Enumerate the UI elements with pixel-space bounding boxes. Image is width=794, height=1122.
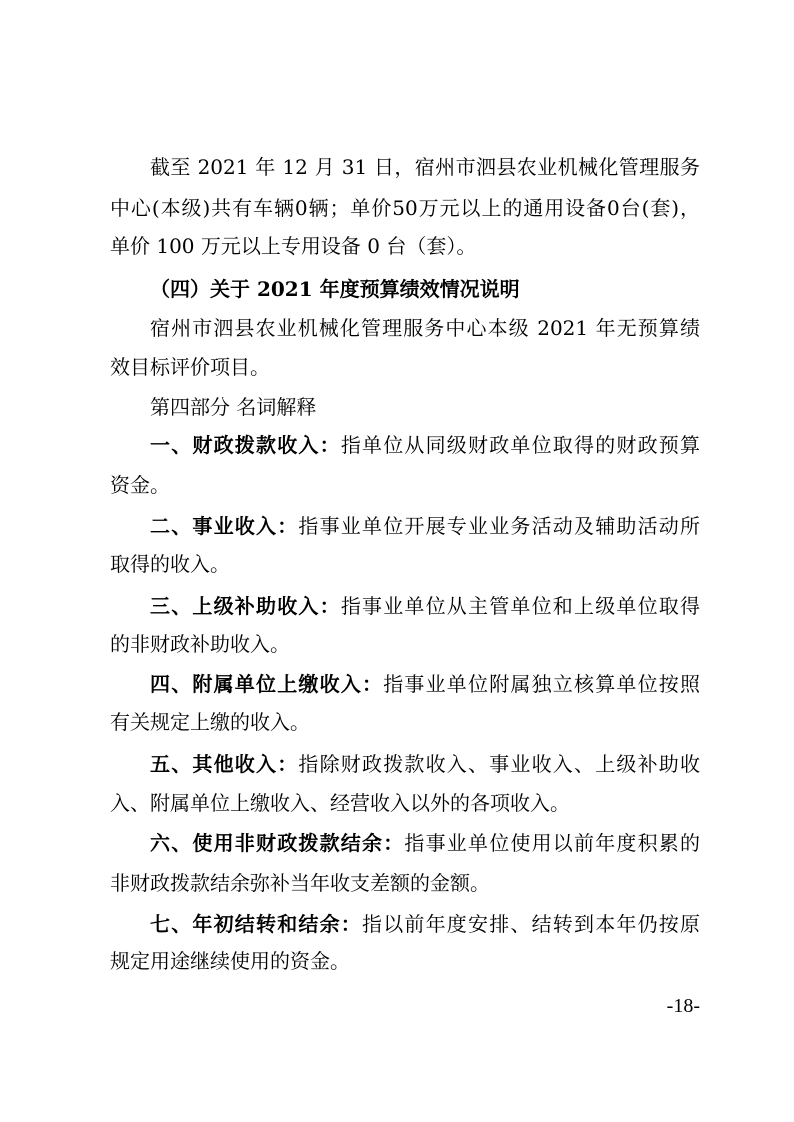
- term-name: 三、上级补助收入：: [150, 594, 341, 618]
- term-item-2-continuation: 取得的收入。: [110, 552, 230, 576]
- performance-paragraph-line-1: 宿州市泗县农业机械化管理服务中心本级 2021 年无预算绩: [150, 316, 700, 340]
- term-definition: 指除财政拨款收入、事业收入、上级补助收: [298, 752, 701, 776]
- term-item-2-first-line: [150, 511, 700, 541]
- term-name: 七、年初结转和结余：: [150, 912, 362, 936]
- term-item-5-first-line: [150, 749, 700, 779]
- term-item-3-first-line: [150, 591, 700, 621]
- term-definition: 指以前年度安排、结转到本年仍按原: [362, 912, 700, 936]
- part-four-title: 第四部分 名词解释: [150, 395, 317, 419]
- term-item-7-continuation: 规定用途继续使用的资金。: [110, 949, 350, 973]
- term-name: 二、事业收入：: [150, 514, 299, 538]
- term-definition: 指单位从同级财政单位取得的财政预算: [340, 433, 701, 457]
- page-number: -18-: [666, 995, 700, 1017]
- term-item-4-first-line: [150, 669, 700, 699]
- performance-paragraph-line-2: 效目标评价项目。: [110, 355, 270, 379]
- performance-heading: （四）关于 2021 年度预算绩效情况说明: [150, 277, 520, 301]
- term-name: 六、使用非财政拨款结余：: [150, 831, 405, 855]
- term-name: 一、财政拨款收入：: [150, 433, 341, 457]
- term-definition: 指事业单位从主管单位和上级单位取得: [340, 594, 701, 618]
- term-item-7-first-line: [150, 909, 700, 939]
- term-definition: 指事业单位使用以前年度积累的: [404, 831, 701, 855]
- term-name: 五、其他收入：: [150, 752, 299, 776]
- term-item-1-continuation: 资金。: [110, 473, 170, 497]
- term-definition: 指事业单位开展专业业务活动及辅助活动所: [298, 514, 701, 538]
- term-item-6-first-line: [150, 828, 700, 858]
- term-item-4-continuation: 有关规定上缴的收入。: [110, 710, 310, 734]
- term-item-5-continuation: 入、附属单位上缴收入、经营收入以外的各项收入。: [110, 791, 570, 815]
- term-definition: 指事业单位附属独立核算单位按照: [383, 672, 701, 696]
- vehicles-paragraph-line-1: 截至 2021 年 12 月 31 日，宿州市泗县农业机械化管理服务: [150, 155, 700, 179]
- vehicles-paragraph-line-3: 单价 100 万元以上专用设备 0 台（套）。: [110, 234, 477, 258]
- term-name: 四、附属单位上缴收入：: [150, 672, 384, 696]
- term-item-1-first-line: [150, 430, 700, 460]
- vehicles-paragraph-line-2: 中心(本级)共有车辆0辆；单价50万元以上的通用设备0台(套)，: [110, 196, 700, 220]
- term-item-3-continuation: 的非财政补助收入。: [110, 632, 290, 656]
- term-item-6-continuation: 非财政拨款结余弥补当年收支差额的金额。: [110, 871, 490, 895]
